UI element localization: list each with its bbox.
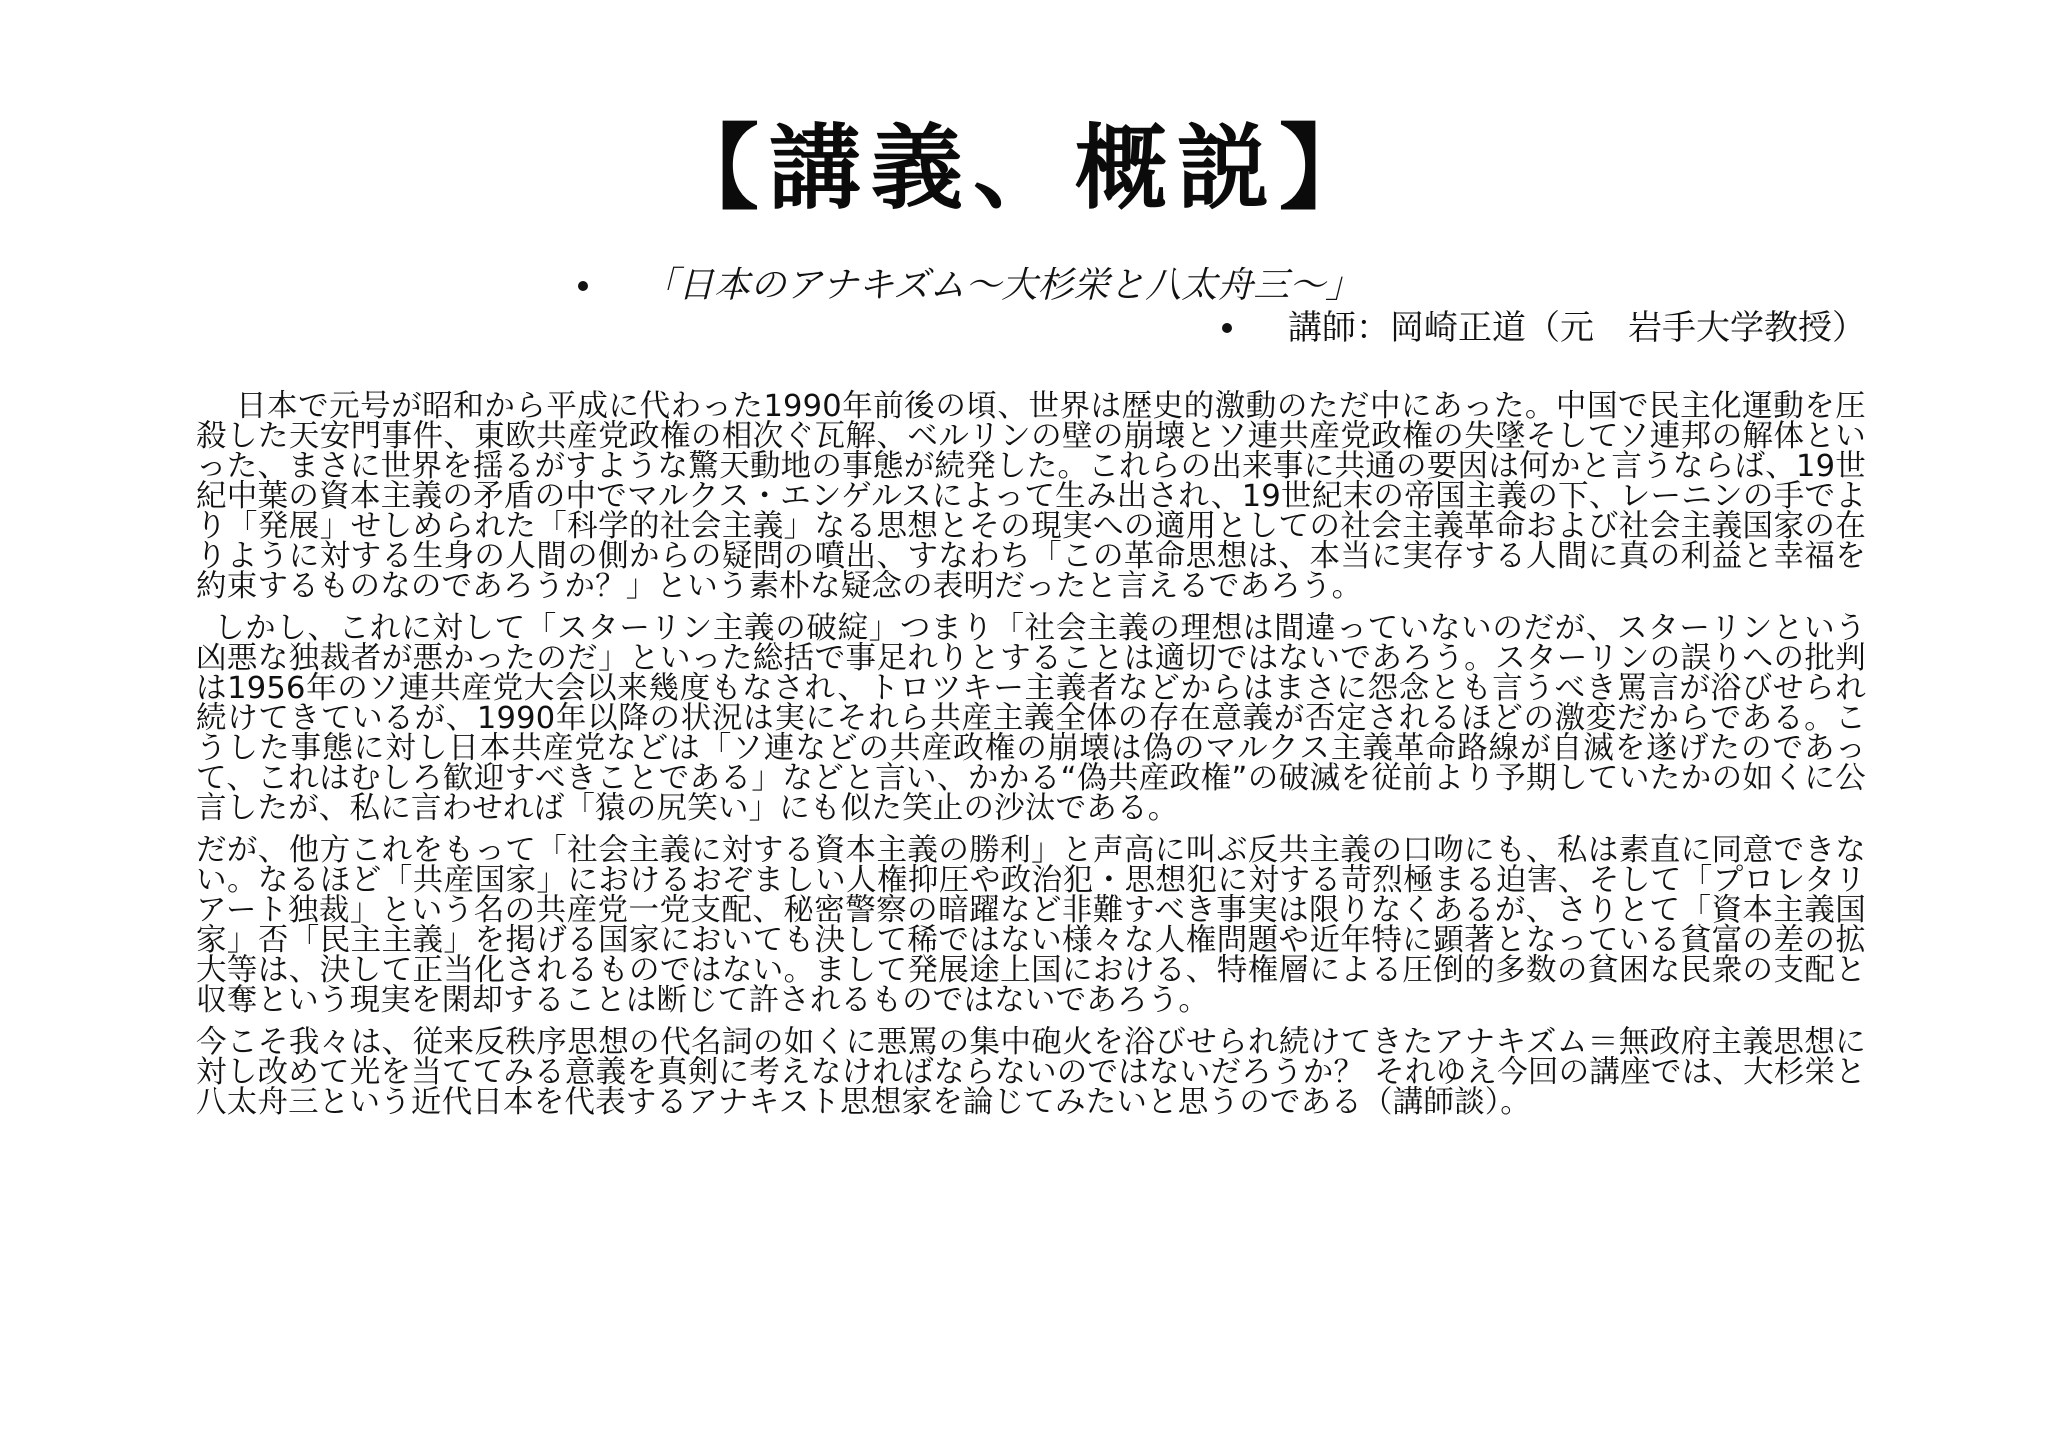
paragraph-2: しかし、これに対して「スターリン主義の破綻」つまり「社会主義の理想は間違っていないのだが、スターリンという凶悪な独裁者が悪かったのだ」といった総括で事足れりとすることは適切ではないであろう。スターリンの誤りへの批判は1956年のソ連共産党大会以来幾度もなされ、トロツキー主義者などからはまさに怨念とも言うべき罵言が浴びせられ続けてきているが、1990年以降の状況は実にそれら共産主義全体の存在意義が否定されるほどの激変だからである。こうした事態に対し日本共産党などは「ソ連などの共産政権の崩壊は偽のマルクス主義革命路線が自滅を遂げたのであって、これはむしろ歓迎すべきことである」などと言い、かかる“偽共産政権”の破滅を従前より予期していたかの如くに公言したが、私に言わせれば「猿の尻笑い」にも似た笑止の沙汰である。	[196, 611, 1866, 826]
subtitle-line	[578, 262, 1478, 310]
lecturer-line	[1222, 304, 2022, 352]
paragraph-1: 日本で元号が昭和から平成に代わった1990年前後の頃、世界は歴史的激動のただ中にあった。中国で民主化運動を圧殺した天安門事件、東欧共産党政権の相次ぐ瓦解、ベルリンの壁の崩壊とソ連共産党政権の失墜そしてソ連邦の解体といった、まさに世界を揺るがすような驚天動地の事態が続発した。これらの出来事に共通の要因は何かと言うならば、19世紀中葉の資本主義の矛盾の中でマルクス・エンゲルスによって生み出され、19世紀末の帝国主義の下、レーニンの手でより「発展」せしめられた「科学的社会主義」なる思想とその現実への適用としての社会主義革命および社会主義国家の在りように対する生身の人間の側からの疑問の噴出、すなわち「この革命思想は、本当に実存する人間に真の利益と幸福を約束するものなのであろうか？」という素朴な疑念の表明だったと言えるであろう。	[196, 389, 1866, 604]
body-text	[196, 389, 1866, 1130]
lecturer-name: 講師：岡崎正道（元 岩手大学教授）	[1288, 307, 1866, 348]
paragraph-3: だが、他方これをもって「社会主義に対する資本主義の勝利」と声高に叫ぶ反共主義の口吻にも、私は素直に同意できない。なるほど「共産国家」におけるおぞましい人権抑圧や政治犯・思想犯に対する苛烈極まる迫害、そして「プロレタリアート独裁」という名の共産党一党支配、秘密警察の暗躍など非難すべき事実は限りなくあるが、さりとて「資本主義国家」否「民主主義」を掲げる国家においても決して稀ではない様々な人権問題や近年特に顕著となっている貧富の差の拡大等は、決して正当化されるものではない。まして発展途上国における、特権層による圧倒的多数の貧困な民衆の支配と収奪という現実を閑却することは断じて許されるものではないであろう。	[196, 833, 1866, 1018]
bullet-icon	[578, 281, 588, 291]
page-title: 【講義、概説】	[666, 114, 1381, 222]
bullet-icon	[1222, 323, 1232, 333]
lecture-subtitle: 「日本のアナキズム～大杉栄と八太舟三～」	[642, 265, 1362, 307]
paragraph-4: 今こそ我々は、従来反秩序思想の代名詞の如くに悪罵の集中砲火を浴びせられ続けてきたアナキズム＝無政府主義思想に対し改めて光を当ててみる意義を真剣に考えなければならないのではないだろうか？ それゆえ今回の講座では、大杉栄と八太舟三という近代日本を代表するアナキスト思想家を論じてみたいと思うのである（講師談）。	[196, 1025, 1866, 1120]
